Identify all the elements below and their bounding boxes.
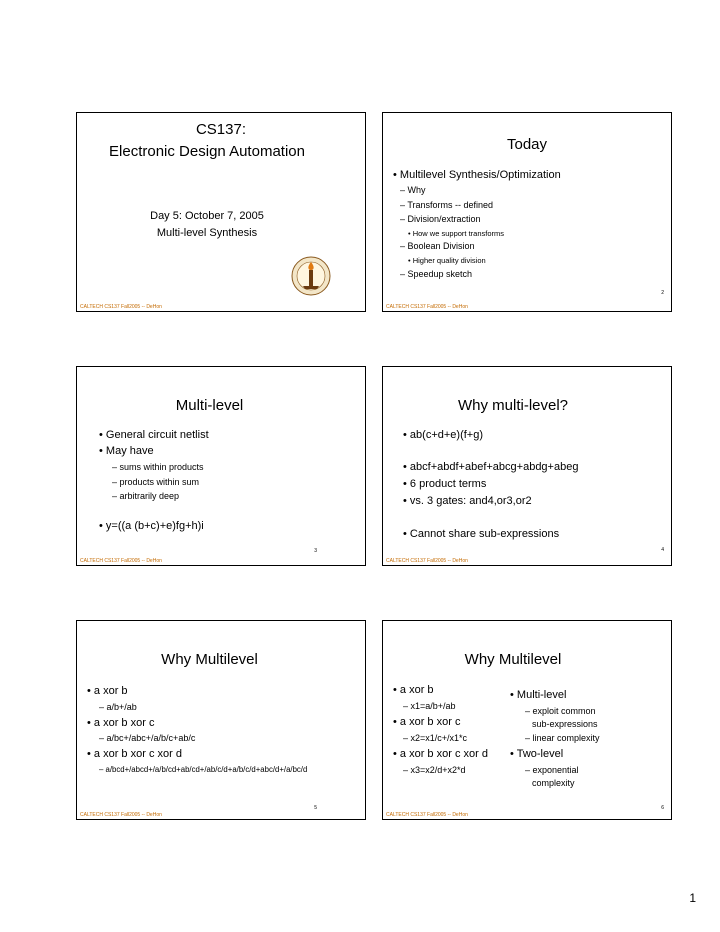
bullet-l2: – products within sum — [112, 477, 200, 487]
bullet-l2: – x3=x2/d+x2*d — [403, 765, 466, 775]
slide-4-footer: CALTECH CS137 Fall2005 -- DeHon — [386, 558, 468, 564]
slide-2-footer: CALTECH CS137 Fall2005 -- DeHon — [386, 304, 468, 310]
bullet-continuation: sub-expressions — [532, 719, 598, 729]
slide-1-day: Day 5: October 7, 2005 — [150, 210, 264, 222]
bullet-l2: – Boolean Division — [400, 241, 475, 251]
slide-3 — [76, 366, 366, 566]
bullet-l2: – Transforms -- defined — [400, 200, 494, 210]
slide-3-footer: CALTECH CS137 Fall2005 -- DeHon — [80, 558, 162, 564]
slide-1 — [76, 112, 366, 312]
bullet-l1: • y=((a (b+c)+e)fg+h)i — [99, 520, 204, 532]
slide-6-title: Why Multilevel — [464, 651, 562, 668]
slide-2 — [382, 112, 672, 312]
slide-6 — [382, 620, 672, 820]
bullet-l1: • abcf+abdf+abef+abcg+abdg+abeg — [403, 461, 579, 473]
bullet-continuation: complexity — [532, 778, 575, 788]
bullet-l2: – x2=x1/c+/x1*c — [403, 733, 468, 743]
bullet-l1: • a xor b xor c xor d — [87, 748, 182, 760]
bullet-l2: – arbitrarily deep — [112, 491, 180, 501]
bullet-l2: – Why — [400, 185, 426, 195]
bullet-l1: • a xor b xor c xor d — [393, 748, 488, 760]
slide-4 — [382, 366, 672, 566]
bullet-l1: • Multi-level — [510, 689, 567, 701]
slide-5-title: Why Multilevel — [161, 651, 258, 668]
bullet-l2: – Speedup sketch — [400, 269, 473, 279]
slide-3-page-number: 3 — [314, 548, 317, 554]
bullet-l1: • a xor b — [87, 685, 128, 697]
slide-6-footer: CALTECH CS137 Fall2005 -- DeHon — [386, 812, 468, 818]
bullet-l2: – sums within products — [112, 462, 204, 472]
slide-6-page-number: 6 — [661, 805, 664, 811]
bullet-l1: • a xor b xor c — [393, 716, 461, 728]
bullet-l1: • Cannot share sub-expressions — [403, 528, 560, 540]
bullet-l2: – Division/extraction — [400, 214, 481, 224]
bullet-l1: • May have — [99, 445, 154, 457]
bullet-l3: • How we support transforms — [408, 229, 505, 238]
slide-1-title-line2: Electronic Design Automation — [109, 143, 305, 160]
bullet-l1: • Two-level — [510, 748, 564, 760]
slide-4-page-number: 4 — [661, 547, 664, 553]
bullet-l3: • Higher quality division — [408, 256, 486, 265]
bullet-l1: • a xor b — [393, 684, 434, 696]
bullet-l1: • a xor b xor c — [87, 717, 155, 729]
bullet-l1: • General circuit netlist — [99, 429, 209, 441]
slide-5 — [76, 620, 366, 820]
slide-2-title: Today — [506, 136, 548, 153]
bullet-l2: – a/bc+/abc+/a/b/c+ab/c — [99, 733, 196, 743]
slide-2-page-number: 2 — [661, 290, 664, 296]
bullet-l1: • Multilevel Synthesis/Optimization — [393, 169, 561, 181]
slide-1-topic: Multi-level Synthesis — [156, 227, 258, 239]
bullet-l2: – exploit common — [525, 706, 596, 716]
bullet-l2: – exponential — [525, 765, 579, 775]
page-number: 1 — [689, 891, 696, 905]
slide-1-title-line1: CS137: — [195, 121, 247, 138]
slide-3-title: Multi-level — [175, 397, 244, 414]
bullet-l1: • ab(c+d+e)(f+g) — [403, 429, 483, 441]
bullet-l2: – a/b+/ab — [99, 702, 137, 712]
caltech-seal-icon — [291, 256, 331, 296]
slide-5-page-number: 5 — [314, 805, 317, 811]
bullet-l1: • 6 product terms — [403, 478, 487, 490]
bullet-l2: – linear complexity — [525, 733, 600, 743]
slide-1-footer: CALTECH CS137 Fall2005 -- DeHon — [80, 304, 162, 310]
bullet-l1: • vs. 3 gates: and4,or3,or2 — [403, 495, 532, 507]
slide-5-footer: CALTECH CS137 Fall2005 -- DeHon — [80, 812, 162, 818]
bullet-l2: – x1=a/b+/ab — [403, 701, 456, 711]
bullet-l2: – a/bcd+/abcd+/a/b/cd+ab/cd+/ab/c/d+a/b/c/d+abc/d+/a/bc/d — [99, 765, 308, 774]
slide-4-title: Why multi-level? — [457, 397, 569, 414]
